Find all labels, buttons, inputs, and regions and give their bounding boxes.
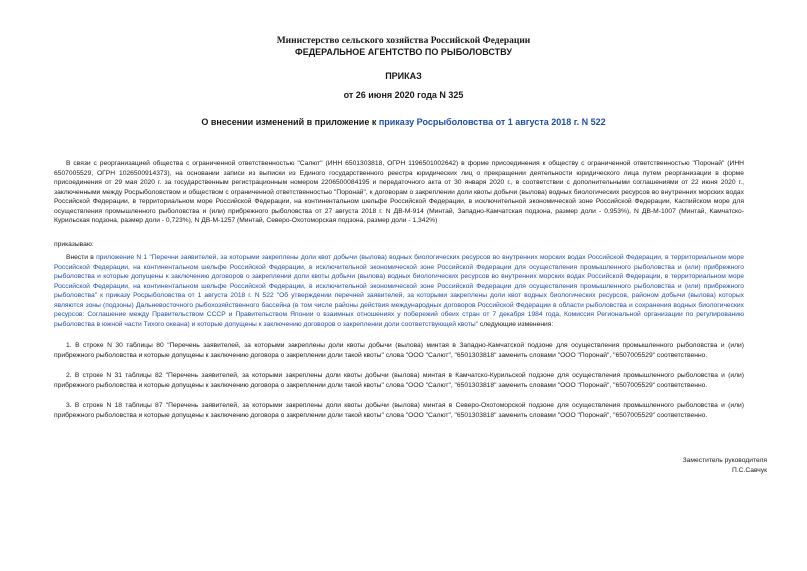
amendment-item-1: 1. В строке N 30 таблицы 80 "Перечень заявителей, за которыми закреплены доли квоты добычи (вылова) минтая в Западно-Камчатской подзоне для осуществления промышленного рыболовства и (или) прибрежного рыболовства и которые допущены к заключению договора о закреплении доли такой квоты" слова "ООО "Салют", "6501303818" заменить словами "ООО "Поронай", "6507005529" соответственно. — [54, 342, 744, 359]
document-title — [0, 117, 807, 128]
signatory-role: Заместитель руководителя — [682, 457, 767, 464]
amendment-paragraph — [54, 253, 744, 329]
amendment-prefix: Внести в — [66, 254, 97, 261]
amendment-item-2: 2. В строке N 31 таблицы 82 "Перечень заявителей, за которыми закреплены доли квоты добычи (вылова) минтая в Камчатско-Курильской подзоне для осуществления промышленного рыболовства и (или) прибрежного рыболовства и которые допущены к заключению договора о закреплении доли такой квоты" слова "ООО "Салют", "6501303818" заменить словами "ООО "Поронай", "6507005529" соответственно. — [54, 372, 744, 389]
appendix-link[interactable]: приложение N 1 "Перечни заявителей, за которыми закреплены доли квот добычи (вылова) водных биологических ресурсов во внутренних морских водах Российской Федерации, в территориальном море Российской Федерации, на континентальном шельфе Российской Федерации, в исключительной экономической зоне Российской Федерации для осуществления промышленного рыболовства и (или) прибрежного рыболовства и которые допущены к заключению договоров о закреплении доли квоты добычи (вылова) водных биологических ресурсов во внутренних морских водах Российской Федерации, в территориальном море Российской Федерации, на континентальном шельфе Российской Федерации, в исключительной экономической зоне Российской Федерации для осуществления промышленного рыболовства и (или) прибрежного рыболовства" к приказу Росрыболовства от 1 августа 2018 г. N 522 "Об утверждении перечней заявителей, за которыми закреплены доли квот водных биологических ресурсов, районом добычи (вылова) которых являются зоны (подзоны) Дальневосточного рыбохозяйственного бассейна (в том числе районы действия международных договоров Российской Федерации в области рыболовства и сохранения водных биологических ресурсов: Соглашение между Правительством СССР и Правительством Японии о взаимных отношениях у побережий обеих стран от 7 декабря 1984 года, Комиссия Региональной организации по регулированию рыболовства в южной части Тихого океана) и которые допущены к заключению договоров о закреплении доли соответствующей квоты" — [54, 254, 744, 328]
intro-paragraph: В связи с реорганизацией общества с ограниченной ответственностью "Салют" (ИНН 6501303818, ОГРН 1196501002642) в форме присоединения к обществу с ограниченной ответственностью "Поронай" (ИНН 6507005529, ОГРН 1026500914373), на основании записи из выписки из Единого государственного реестра юридических лиц о прекращении деятельности юридического лица путем реорганизации в форме присоединения от 29 мая 2020 г. за государственным регистрационным номером 2206500084195 и передаточного акта от 30 января 2020 г., в соответствии с дополнительными соглашениями от 22 июня 2020 г., заключенными между Росрыболовством и обществом с ограниченной ответственностью "Поронай", к договорам о закреплении доли квоты добычи (вылова) водных биологических ресурсов во внутренних морских водах Российской Федерации, в территориальном море Российской Федерации, на континентальном шельфе Российской Федерации, в исключительной экономической зоне Российской Федерации, Каспийском море для осуществления промышленного рыболовства и (или) прибрежного рыболовства от 27 августа 2018 г. N ДВ-М-914 (Минтай, Западно-Камчатская подзона, размер доли - 0,953%), N ДВ-М-1007 (Минтай, Камчатско-Курильская подзона, размер доли - 0,723%), N ДВ-М-1257 (Минтай, Северо-Охотоморская подзона, размер доли - 1,342%) — [54, 160, 744, 224]
signatory-name: П.С.Савчук — [732, 467, 767, 474]
prikazyvayu-line: приказываю: — [54, 241, 94, 248]
document-type: ПРИКАЗ — [385, 71, 422, 81]
title-order-link[interactable]: приказу Росрыболовства от 1 августа 2018 г. N 522 — [378, 117, 606, 127]
amendment-item-3: 3. В строке N 18 таблицы 87 "Перечень заявителей, за которыми закреплены доли квоты добычи (вылова) минтая в Северо-Охотоморской подзоне для осуществления промышленного рыболовства и (или) прибрежного рыболовства и которые допущены к заключению договора о закреплении доли такой квоты" слова "ООО "Салют", "6501303818" заменить словами "ООО "Поронай", "6507005529" соответственно. — [54, 402, 744, 419]
ministry-name: Министерство сельского хозяйства Российской Федерации — [276, 36, 531, 46]
agency-name: ФЕДЕРАЛЬНОЕ АГЕНТСТВО ПО РЫБОЛОВСТВУ — [295, 47, 512, 57]
document-date-number: от 26 июня 2020 года N 325 — [343, 90, 464, 100]
title-prefix: О внесении изменений в приложение к — [201, 117, 379, 127]
amendment-suffix: следующие изменения: — [478, 320, 554, 328]
